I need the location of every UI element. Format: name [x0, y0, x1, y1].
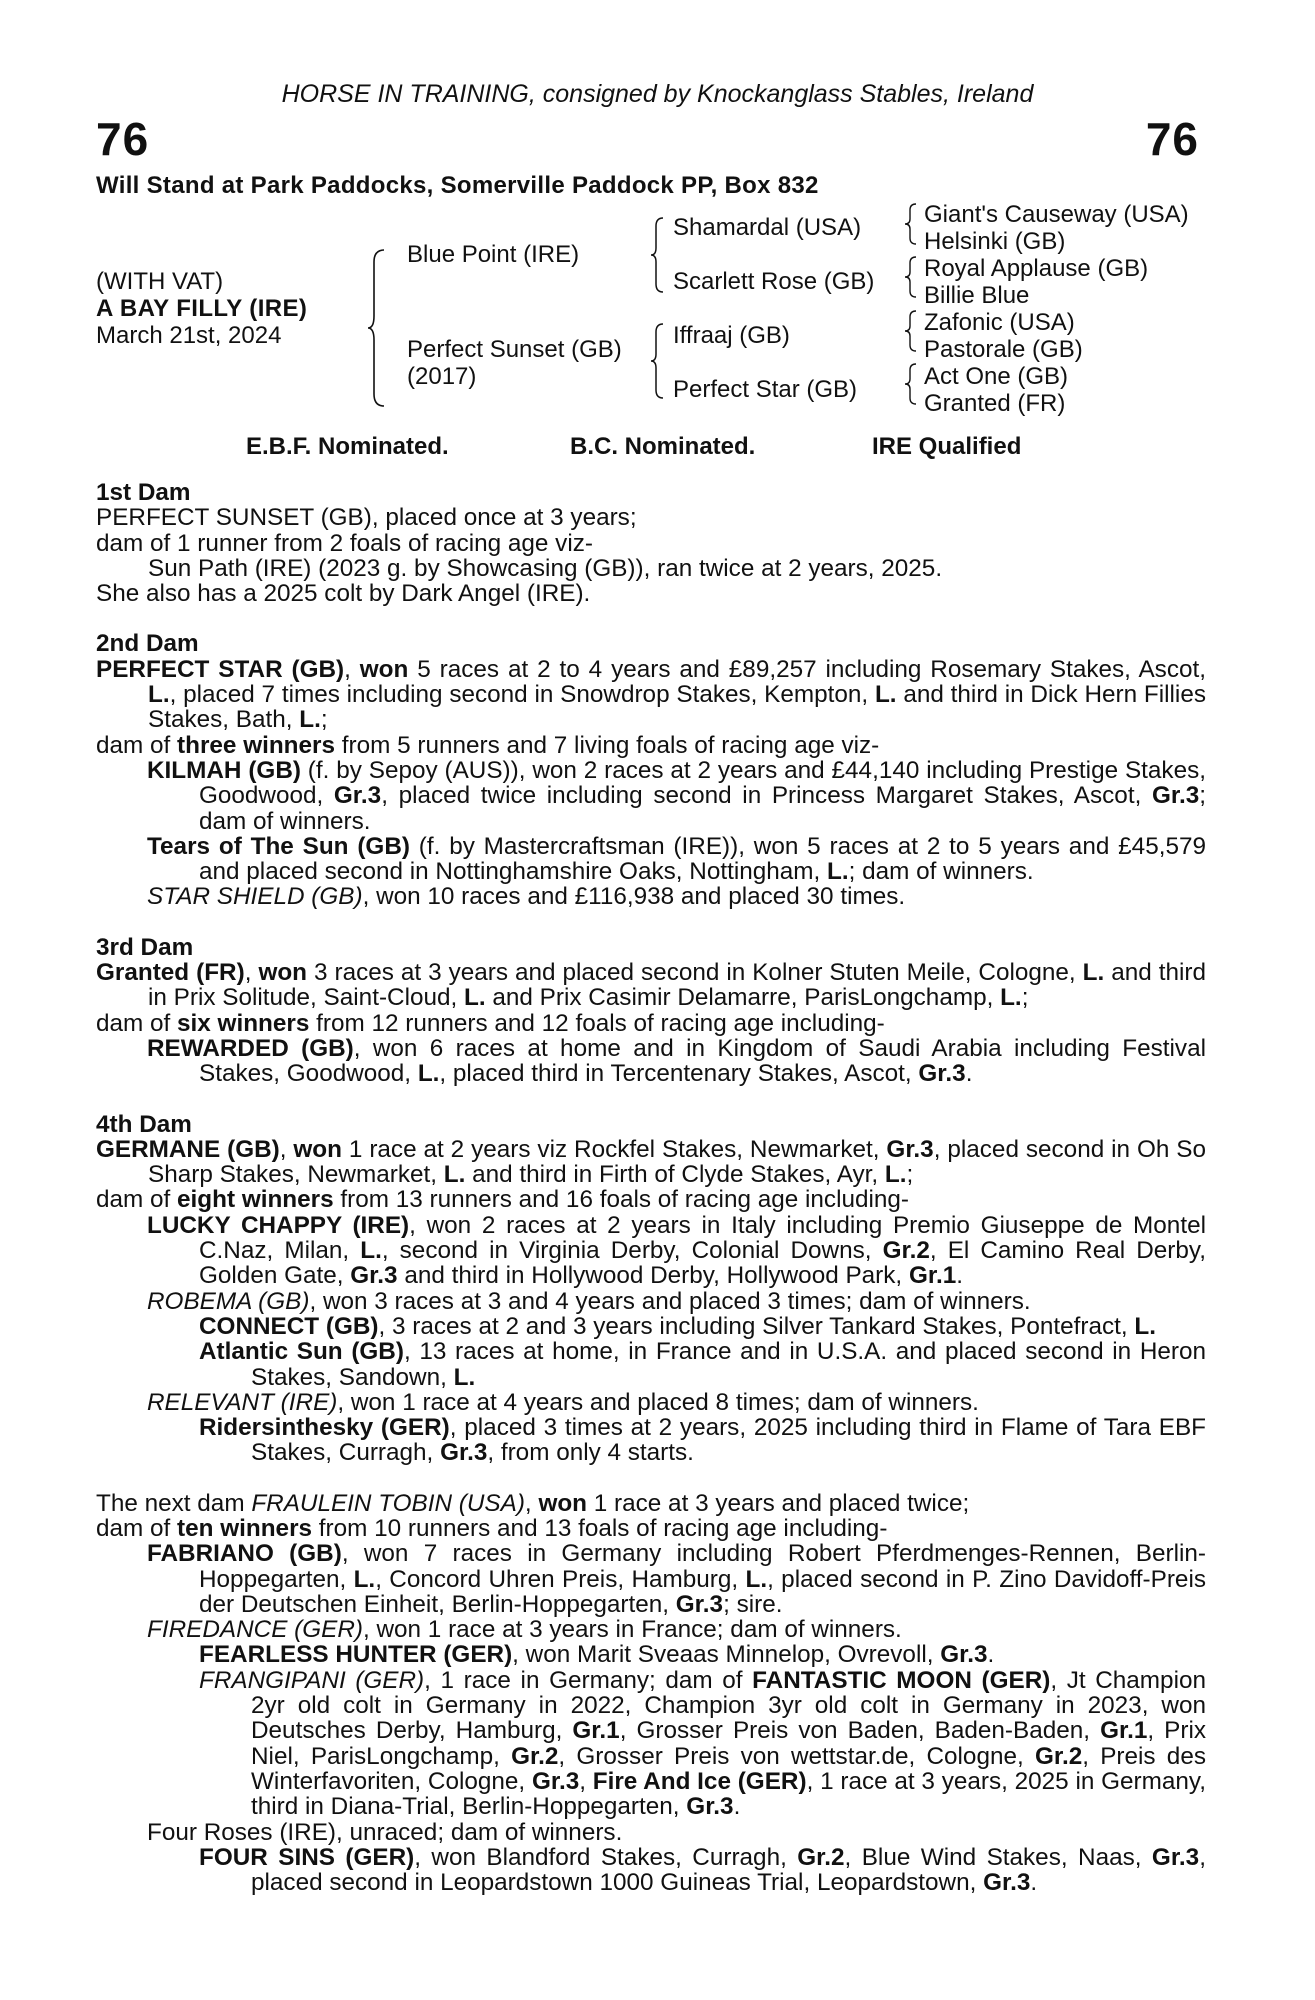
lot-number-right: 76: [1145, 113, 1199, 165]
pedigree-sdd: Billie Blue: [924, 282, 1030, 309]
ebf-nomination: E.B.F. Nominated.: [246, 433, 449, 460]
pedigree-dam-brace: [650, 322, 666, 400]
fourth-dam-record: GERMANE (GB), won 1 race at 2 years viz Rockfel Stakes, Newmarket, Gr.3, placed second in Oh So Sharp Stakes, Newmarket, L. and third in Firth of Clyde Stakes, Ayr, L.;: [96, 1135, 1206, 1189]
produce-rewarded: REWARDED (GB), won 6 races at home and in Kingdom of Saudi Arabia including Festival Stakes, Goodwood, L., placed third in Tercentenary Stakes, Ascot, Gr.3.: [147, 1034, 1206, 1088]
pedigree-dam: Perfect Sunset (GB): [407, 336, 622, 363]
pedigree-brace-g4: [904, 362, 918, 406]
produce-firedance: FIREDANCE (GER), won 1 race at 3 years in France; dam of winners.: [147, 1616, 902, 1644]
stand-location: Will Stand at Park Paddocks, Somerville Paddock PP, Box 832: [96, 172, 819, 199]
pedigree-brace-g1: [904, 202, 918, 246]
produce-frangipani: FRANGIPANI (GER), 1 race in Germany; dam of FANTASTIC MOON (GER), Jt Champion 2yr old colt in Germany in 2022, Champion 3yr old colt in Germany in 2023, won Deutsches Derby, Hamburg, Gr.1, Grosser Preis von Baden, Baden-Baden, Gr.1, Prix Niel, ParisLongchamp, Gr.2, Grosser Preis von wettstar.de, Cologne, Gr.2, Preis des Winterfavoriten, Cologne, Gr.3, Fire And Ice (GER), 1 race at 3 years, 2025 in Germany, third in Diana-Trial, Berlin-Hoppegarten, Gr.3.: [199, 1666, 1207, 1821]
pedigree-sss: Giant's Causeway (USA): [924, 201, 1189, 228]
fourth-dam-produce-line: dam of eight winners from 13 runners and 16 foals of racing age including-: [96, 1186, 910, 1214]
pedigree-dam-year: (2017): [407, 363, 477, 390]
produce-robema: ROBEMA (GB), won 3 races at 3 and 4 years and placed 3 times; dam of winners.: [147, 1287, 1031, 1315]
horse-name: A BAY FILLY (IRE): [96, 295, 308, 322]
first-dam-foal: Sun Path (IRE) (2023 g. by Showcasing (GB)), ran twice at 2 years, 2025.: [148, 554, 943, 582]
pedigree-main-brace: [366, 248, 388, 408]
foaling-date: March 21st, 2024: [96, 322, 282, 349]
first-dam-heading: 1st Dam: [96, 479, 191, 506]
produce-star-shield: STAR SHIELD (GB), won 10 races and £116,938 and placed 30 times.: [147, 883, 906, 911]
pedigree-sds: Royal Applause (GB): [924, 255, 1149, 282]
pedigree-dds: Act One (GB): [924, 363, 1069, 390]
produce-four-roses: Four Roses (IRE), unraced; dam of winners.: [147, 1818, 623, 1846]
third-dam-produce-line: dam of six winners from 12 runners and 12 foals of racing age including-: [96, 1009, 885, 1037]
vat-note: (WITH VAT): [96, 268, 224, 295]
third-dam-heading: 3rd Dam: [96, 933, 194, 961]
produce-ridersinthesky: Ridersinthesky (GER), placed 3 times at 2 years, 2025 including third in Flame of Tara EBF Stakes, Curragh, Gr.3, from only 4 starts.: [199, 1414, 1207, 1467]
produce-fearless-hunter: FEARLESS HUNTER (GER), won Marit Sveaas Minnelop, Ovrevoll, Gr.3.: [199, 1641, 995, 1669]
pedigree-dam-sire: Iffraaj (GB): [673, 322, 790, 349]
first-dam-line: PERFECT SUNSET (GB), placed once at 3 years;: [96, 504, 637, 532]
produce-kilmah: KILMAH (GB) (f. by Sepoy (AUS)), won 2 races at 2 years and £44,140 including Prestige Stakes, Goodwood, Gr.3, placed twice including second in Princess Margaret Stakes, Ascot, Gr.3; dam of winners.: [147, 756, 1206, 835]
pedigree-sire-brace: [650, 216, 666, 294]
pedigree-dsd: Pastorale (GB): [924, 336, 1083, 363]
first-dam-note: She also has a 2025 colt by Dark Angel (IRE).: [96, 580, 591, 608]
second-dam-produce-line: dam of three winners from 5 runners and 7 living foals of racing age viz-: [96, 731, 880, 759]
catalogue-body: [96, 480, 1206, 1895]
second-dam-heading: 2nd Dam: [96, 630, 199, 658]
produce-lucky-chappy: LUCKY CHAPPY (IRE), won 2 races at 2 years in Italy including Premio Giuseppe de Montel C.Naz, Milan, L., second in Virginia Derby, Colonial Downs, Gr.2, El Camino Real Derby, Golden Gate, Gr.3 and third in Hollywood Derby, Hollywood Park, Gr.1.: [147, 1211, 1206, 1290]
produce-atlantic-sun: Atlantic Sun (GB), 13 races at home, in France and in U.S.A. and placed second in Heron Stakes, Sandown, L.: [199, 1338, 1206, 1391]
produce-four-sins: FOUR SINS (GER), won Blandford Stakes, Curragh, Gr.2, Blue Wind Stakes, Naas, Gr.3, placed second in Leopardstown 1000 Guineas Trial, Leopardstown, Gr.3.: [199, 1843, 1206, 1897]
fourth-dam-heading: 4th Dam: [96, 1110, 192, 1138]
produce-relevant: RELEVANT (IRE), won 1 race at 4 years and placed 8 times; dam of winners.: [147, 1388, 979, 1416]
next-dam-record: The next dam FRAULEIN TOBIN (USA), won 1 race at 3 years and placed twice;: [96, 1489, 970, 1517]
pedigree-dss: Zafonic (USA): [924, 309, 1075, 336]
pedigree-ssd: Helsinki (GB): [924, 228, 1066, 255]
produce-fabriano: FABRIANO (GB), won 7 races in Germany including Robert Pferdmenges-Rennen, Berlin-Hoppegarten, L., Concord Uhren Preis, Hamburg, L., placed second in P. Zino Davidoff-Preis der Deutschen Einheit, Berlin-Hoppegarten, Gr.3; sire.: [147, 1540, 1206, 1618]
pedigree-dam-dam: Perfect Star (GB): [673, 376, 858, 403]
ire-qualified: IRE Qualified: [872, 433, 1022, 460]
consignment-line: HORSE IN TRAINING, consigned by Knockanglass Stables, Ireland: [281, 80, 1034, 108]
pedigree-sire-dam: Scarlett Rose (GB): [673, 268, 875, 295]
produce-connect: CONNECT (GB), 3 races at 2 and 3 years including Silver Tankard Stakes, Pontefract, L.: [199, 1312, 1156, 1340]
bc-nomination: B.C. Nominated.: [570, 433, 756, 460]
second-dam-record: PERFECT STAR (GB), won 5 races at 2 to 4 years and £89,257 including Rosemary Stakes, Ascot, L., placed 7 times including second in Snowdrop Stakes, Kempton, L. and third in Dick Hern Fillies Stakes, Bath, L.;: [96, 655, 1206, 734]
pedigree-sire: Blue Point (IRE): [407, 241, 580, 268]
first-dam-produce-line: dam of 1 runner from 2 foals of racing age viz-: [96, 529, 593, 557]
lot-number-left: 76: [96, 113, 150, 165]
produce-tears-of-the-sun: Tears of The Sun (GB) (f. by Mastercraftsman (IRE)), won 5 races at 2 to 5 years and £45,579 and placed second in Nottinghamshire Oaks, Nottingham, L.; dam of winners.: [147, 832, 1206, 886]
third-dam-record: Granted (FR), won 3 races at 3 years and placed second in Kolner Stuten Meile, Cologne, L. and third in Prix Solitude, Saint-Cloud, L. and Prix Casimir Delamarre, ParisLongchamp, L.;: [96, 959, 1206, 1012]
pedigree-sire-sire: Shamardal (USA): [673, 214, 862, 241]
next-dam-produce-line: dam of ten winners from 10 runners and 13 foals of racing age including-: [96, 1514, 888, 1542]
pedigree-brace-g2: [904, 255, 918, 299]
pedigree-ddd: Granted (FR): [924, 390, 1066, 417]
pedigree-brace-g3: [904, 309, 918, 353]
